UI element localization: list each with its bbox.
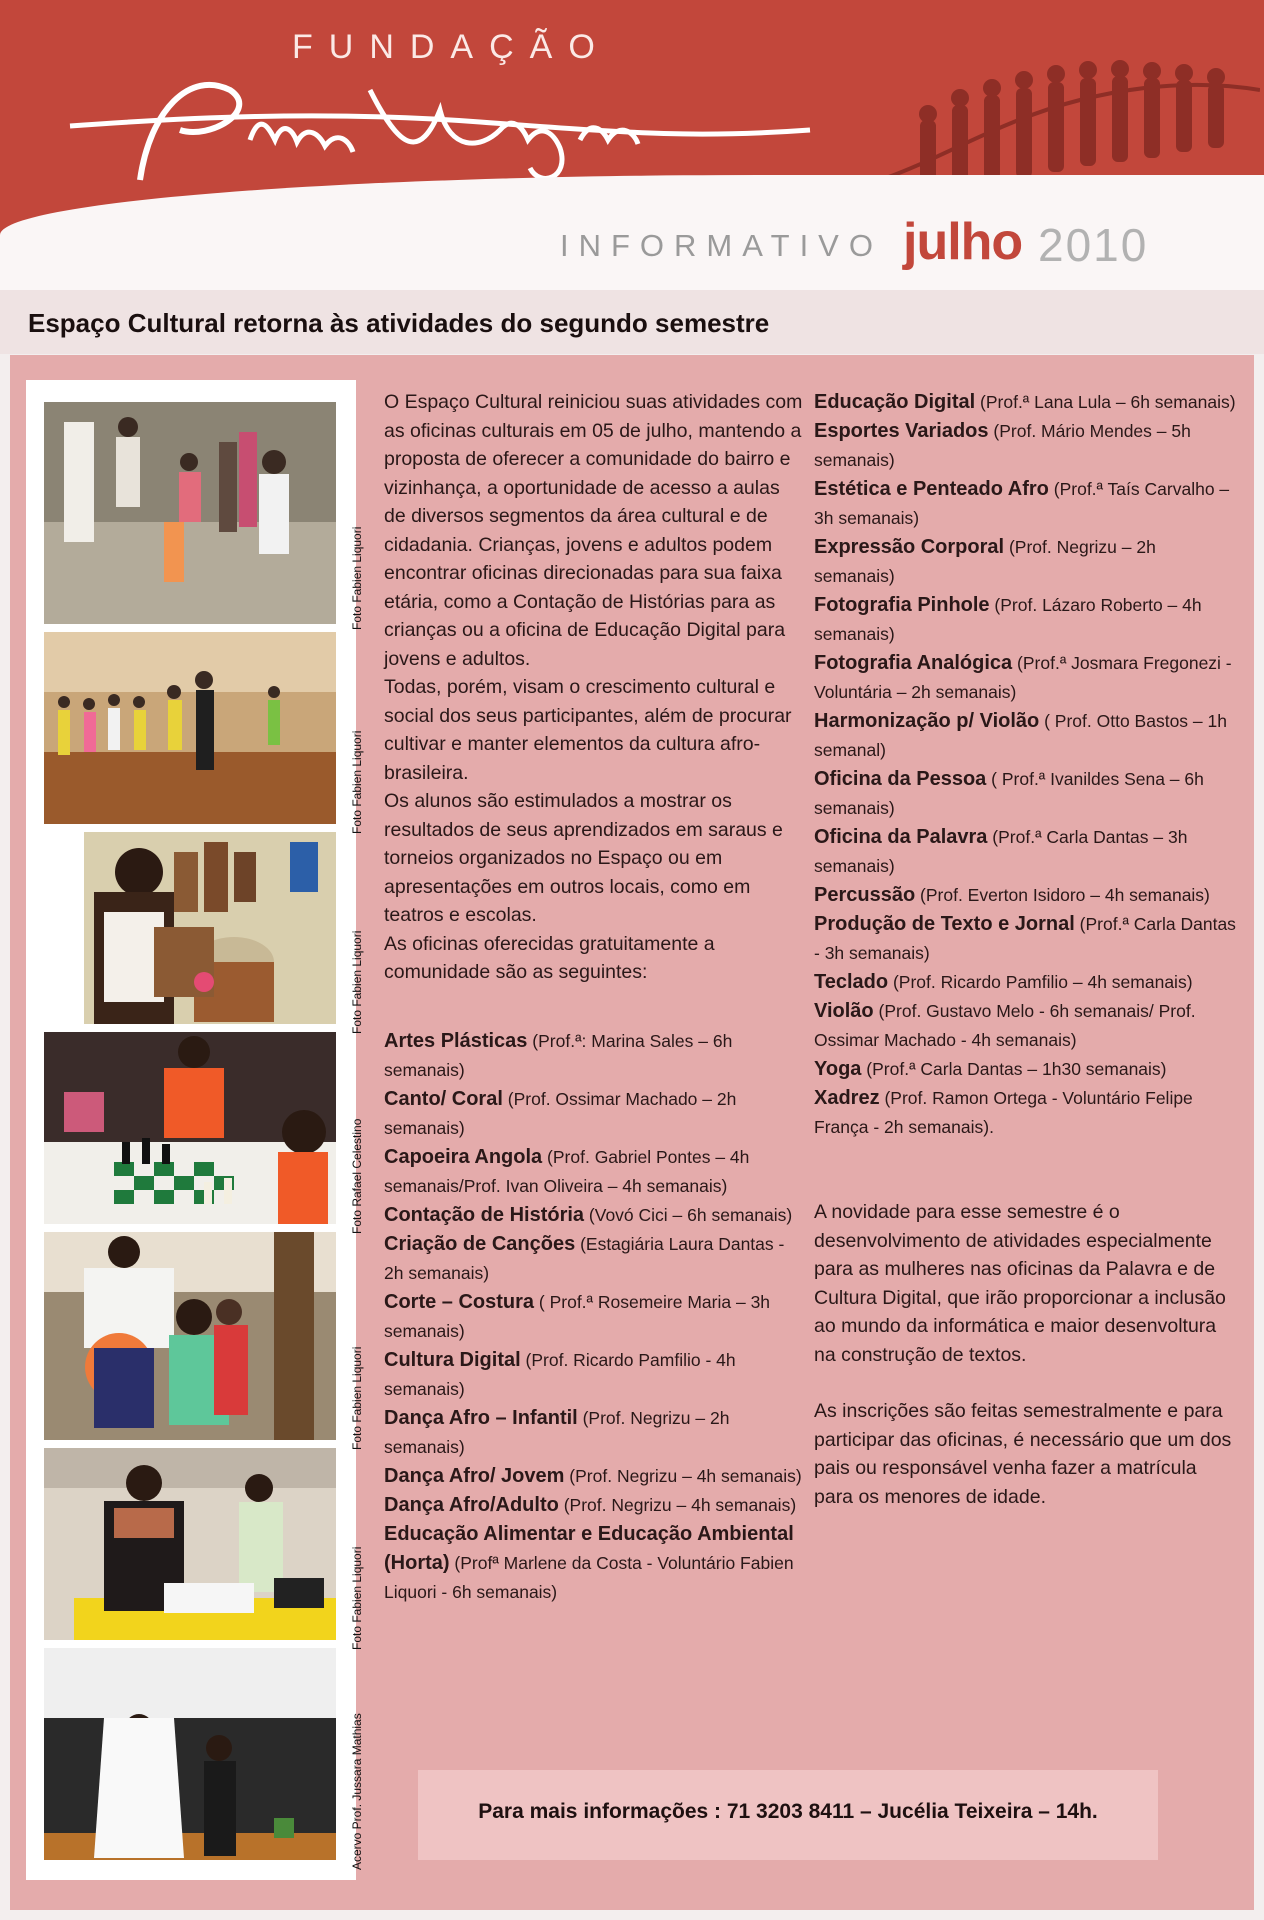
article-paragraph: As oficinas oferecidas gratuitamente a comunidade são as seguintes:: [384, 932, 715, 983]
workshop-item: Educação Alimentar e Educação Ambiental (Horta) (Profª Marlene da Costa - Voluntário Fabien Liquori - 6h semanais): [384, 1522, 794, 1602]
publication-label: INFORMATIVO: [560, 228, 883, 263]
text-column-1: [384, 388, 804, 1607]
photo-credit: Foto Fabien Liquori: [350, 526, 364, 630]
photo-theatre-costume: [44, 1648, 336, 1860]
photo-children-dance: [44, 402, 336, 624]
workshop-item: Canto/ Coral (Prof. Ossimar Machado – 2h semanais): [384, 1087, 737, 1138]
workshop-item: Estética e Penteado Afro (Prof.ª Taís Carvalho – 3h semanais): [814, 478, 1230, 528]
workshop-item: Cultura Digital (Prof. Ricardo Pamfilio - 4h semanais): [384, 1348, 736, 1399]
photo-dance-rehearsal: [44, 632, 336, 824]
workshop-item: Expressão Corporal (Prof. Negrizu – 2h semanais): [814, 536, 1156, 586]
workshop-item: Dança Afro – Infantil (Prof. Negrizu – 2h semanais): [384, 1406, 730, 1457]
workshop-item: Educação Digital (Prof.ª Lana Lula – 6h semanais): [814, 391, 1236, 413]
workshop-item: Corte – Costura ( Prof.ª Rosemeire Maria – 3h semanais): [384, 1290, 771, 1341]
workshop-item: Xadrez (Prof. Ramon Ortega - Voluntário Felipe França - 2h semanais).: [814, 1087, 1193, 1137]
workshop-item: Artes Plásticas (Prof.ª: Marina Sales – 6h semanais): [384, 1029, 733, 1080]
article-paragraph: A novidade para esse semestre é o desenvolvimento de atividades especialmente para as mulheres nas oficinas da Palavra e de Cultura Digital, que irão proporcionar a inclusão ao mundo da informática e maior desenvoltura na construção de textos.: [814, 1201, 1226, 1366]
org-label: FUNDAÇÃO: [292, 28, 611, 66]
photo-credit: Foto Fabien Liquori: [350, 1346, 364, 1450]
workshop-item: Dança Afro/Adulto (Prof. Negrizu – 4h semanais): [384, 1493, 797, 1516]
workshop-item: Capoeira Angola (Prof. Gabriel Pontes – 4h semanais/Prof. Ivan Oliveira – 4h semanais): [384, 1145, 750, 1196]
photo-credit: Foto Rafael Celestino: [350, 1118, 364, 1234]
workshop-item: Oficina da Palavra (Prof.ª Carla Dantas – 3h semanais): [814, 826, 1188, 876]
photo-sewing-class: [44, 1448, 336, 1640]
text-column-2: [814, 388, 1239, 1511]
article-paragraph: O Espaço Cultural reiniciou suas atividades com as oficinas culturais em 05 de julho, mantendo a proposta de oferecer a comunidade do bairro e vizinhança, a oportunidade de acesso a aulas de diversos segmentos da área cultural e de cidadania. Crianças, jovens e adultos podem encontrar oficinas direcionadas para sua faixa etária, como a Contação de Histórias para as crianças ou a oficina de Educação Digital para jovens e adultos.: [384, 391, 803, 670]
article-paragraph: Os alunos são estimulados a mostrar os resultados de seus aprendizados em saraus e torneios organizados no Espaço ou em apresentações em outros locais, como em teatros e escolas.: [384, 790, 783, 926]
workshop-item: Yoga (Prof.ª Carla Dantas – 1h30 semanais): [814, 1058, 1167, 1080]
workshop-item: Violão (Prof. Gustavo Melo - 6h semanais/ Prof. Ossimar Machado - 4h semanais): [814, 1000, 1196, 1050]
issue-month: julho: [903, 213, 1023, 271]
photo-chess-players: [44, 1032, 336, 1224]
photo-credit: Foto Fabien Liquori: [350, 730, 364, 834]
workshop-item: Esportes Variados (Prof. Mário Mendes – 5h semanais): [814, 420, 1191, 470]
article-paragraph: Todas, porém, visam o crescimento cultural e social dos seus participantes, além de procurar cultivar e manter elementos da cultura afro-brasileira.: [384, 676, 792, 784]
photo-credit: Foto Fabien Liquori: [350, 1546, 364, 1650]
article-paragraph: As inscrições são feitas semestralmente e para participar das oficinas, é necessário que um dos pais ou responsável venha fazer a matrícula para os menores de idade.: [814, 1400, 1232, 1508]
photo-column: [26, 380, 364, 1880]
contact-info: Para mais informações : 71 3203 8411 – Jucélia Teixeira – 14h.: [478, 1800, 1098, 1823]
workshop-item: Dança Afro/ Jovem (Prof. Negrizu – 4h semanais): [384, 1464, 802, 1487]
workshop-item: Fotografia Analógica (Prof.ª Josmara Fregonezi - Voluntária – 2h semanais): [814, 652, 1232, 702]
issue-year: 2010: [1038, 219, 1149, 271]
photo-credit: Foto Fabien Liquori: [350, 930, 364, 1034]
workshop-item: Produção de Texto e Jornal (Prof.ª Carla Dantas - 3h semanais): [814, 913, 1236, 963]
workshop-item: Criação de Canções (Estagiária Laura Dantas - 2h semanais): [384, 1232, 785, 1283]
workshop-item: Teclado (Prof. Ricardo Pamfilio – 4h semanais): [814, 971, 1193, 993]
photo-credit: Acervo Prof. Jussara Mathias: [350, 1713, 364, 1870]
workshop-item: Fotografia Pinhole (Prof. Lázaro Roberto – 4h semanais): [814, 594, 1202, 644]
workshop-item: Harmonização p/ Violão ( Prof. Otto Bastos – 1h semanal): [814, 710, 1227, 760]
article-title: Espaço Cultural retorna às atividades do segundo semestre: [28, 308, 770, 338]
photo-sports-ball: [44, 1232, 336, 1440]
workshop-item: Percussão (Prof. Everton Isidoro – 4h semanais): [814, 884, 1210, 906]
photo-percussion-class: [44, 832, 336, 1024]
workshop-item: Contação de História (Vovó Cici – 6h semanais): [384, 1203, 793, 1226]
workshop-item: Oficina da Pessoa ( Prof.ª Ivanildes Sena – 6h semanais): [814, 768, 1204, 818]
